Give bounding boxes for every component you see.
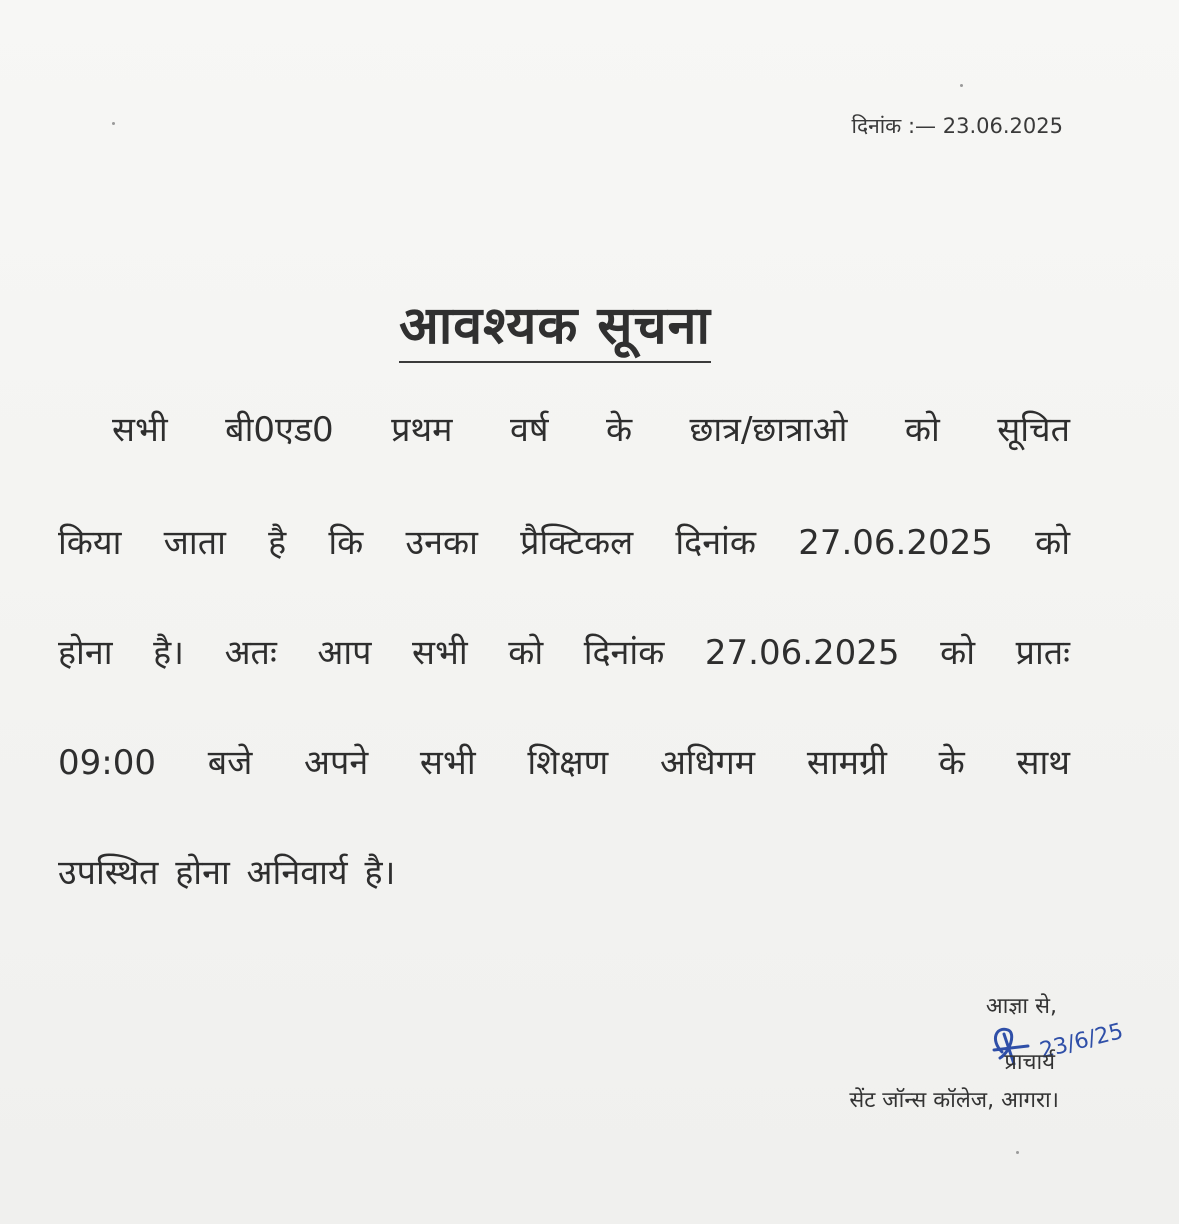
signature-block [849, 990, 1059, 1118]
date-value: 23.06.2025 [942, 114, 1063, 138]
notice-date [852, 112, 1064, 140]
notice-line-5: उपस्थित होना अनिवार्य है। [58, 853, 396, 893]
notice-title: आवश्यक सूचना [399, 288, 711, 363]
date-label: दिनांक :— [851, 114, 937, 138]
notice-line-4: 09:00 बजे अपने सभी शिक्षण अधिगम सामग्री के साथ [58, 743, 1070, 783]
notice-title-wrapper [0, 288, 1110, 363]
paper-speck [1016, 1151, 1019, 1154]
by-order-label: आज्ञा से, [985, 994, 1057, 1019]
notice-line-1: सभी बी0एड0 प्रथम वर्ष के छात्र/छात्राओ को सूचित [112, 410, 1070, 450]
college-name: सेंट जॉन्स कॉलेज, आगरा। [849, 1088, 1059, 1113]
notice-line-3: होना है। अतः आप सभी को दिनांक 27.06.2025 को प्रातः [58, 633, 1070, 673]
paper-speck [960, 84, 963, 87]
handwritten-date: 23/6/25 [1037, 1019, 1126, 1064]
designation: प्राचार्य [1004, 1050, 1055, 1075]
notice-line-2: किया जाता है कि उनका प्रैक्टिकल दिनांक 27.06.2025 को [58, 523, 1070, 563]
paper-speck [112, 122, 115, 125]
